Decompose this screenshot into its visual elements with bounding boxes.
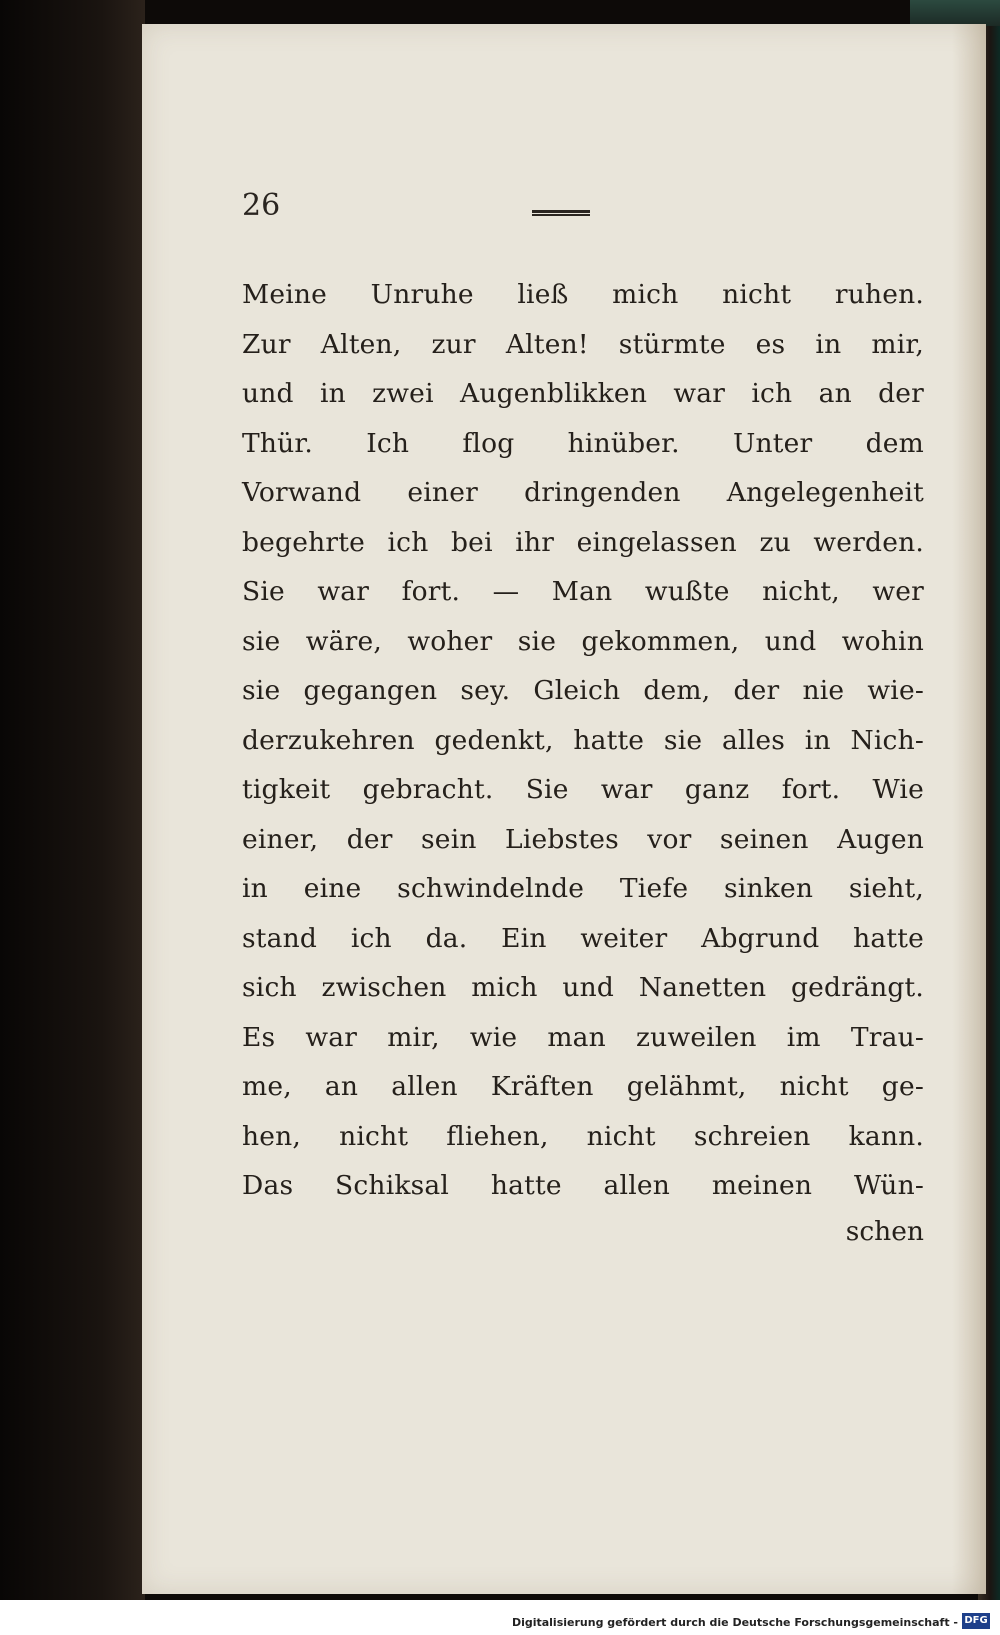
text-line: und in zwei Augenblikken war ich an der (242, 378, 924, 409)
page-header (242, 188, 922, 238)
page-body (242, 270, 924, 1211)
text-line: einer, der sein Liebstes vor seinen Augen (242, 823, 924, 855)
text-line: sie wäre, woher sie gekommen, und wohin (242, 625, 924, 657)
text-line: Meine Unruhe ließ mich nicht ruhen. (242, 279, 924, 310)
text-line: me, an allen Kräften gelähmt, nicht ge- (242, 1071, 924, 1102)
catchword: schen (845, 1216, 924, 1247)
text-line: Zur Alten, zur Alten! stürmte es in mir, (242, 328, 924, 360)
text-line: begehrte ich bei ihr eingelassen zu werden. (242, 526, 924, 558)
page-number: 26 (242, 188, 281, 223)
text-line: hen, nicht fliehen, nicht schreien kann. (242, 1120, 924, 1152)
text-line: Vorwand einer dringenden Angelegenheit (242, 477, 924, 508)
funding-credit: Digitalisierung gefördert durch die Deutsche Forschungsgemeinschaft - (511, 1616, 958, 1629)
text-line: stand ich da. Ein weiter Abgrund hatte (242, 922, 924, 954)
text-line: in eine schwindelnde Tiefe sinken sieht, (242, 873, 924, 904)
text-line: Sie war fort. — Man wußte nicht, wer (242, 576, 924, 607)
book-gutter-shadow (0, 0, 145, 1600)
text-line: Thür. Ich flog hinüber. Unter dem (242, 427, 924, 459)
text-line: Es war mir, wie man zuweilen im Trau- (242, 1021, 924, 1053)
text-line: sich zwischen mich und Nanetten gedrängt. (242, 972, 924, 1003)
text-line: Das Schiksal hatte allen meinen Wün- (242, 1170, 924, 1201)
book-cover-corner (910, 0, 1000, 26)
text-line: sie gegangen sey. Gleich dem, der nie wie- (242, 675, 924, 706)
dfg-logo: DFG (962, 1613, 990, 1629)
text-line: derzukehren gedenkt, hatte sie alles in Nich- (242, 724, 924, 756)
header-rule (532, 210, 590, 216)
text-line: tigkeit gebracht. Sie war ganz fort. Wie (242, 774, 924, 805)
